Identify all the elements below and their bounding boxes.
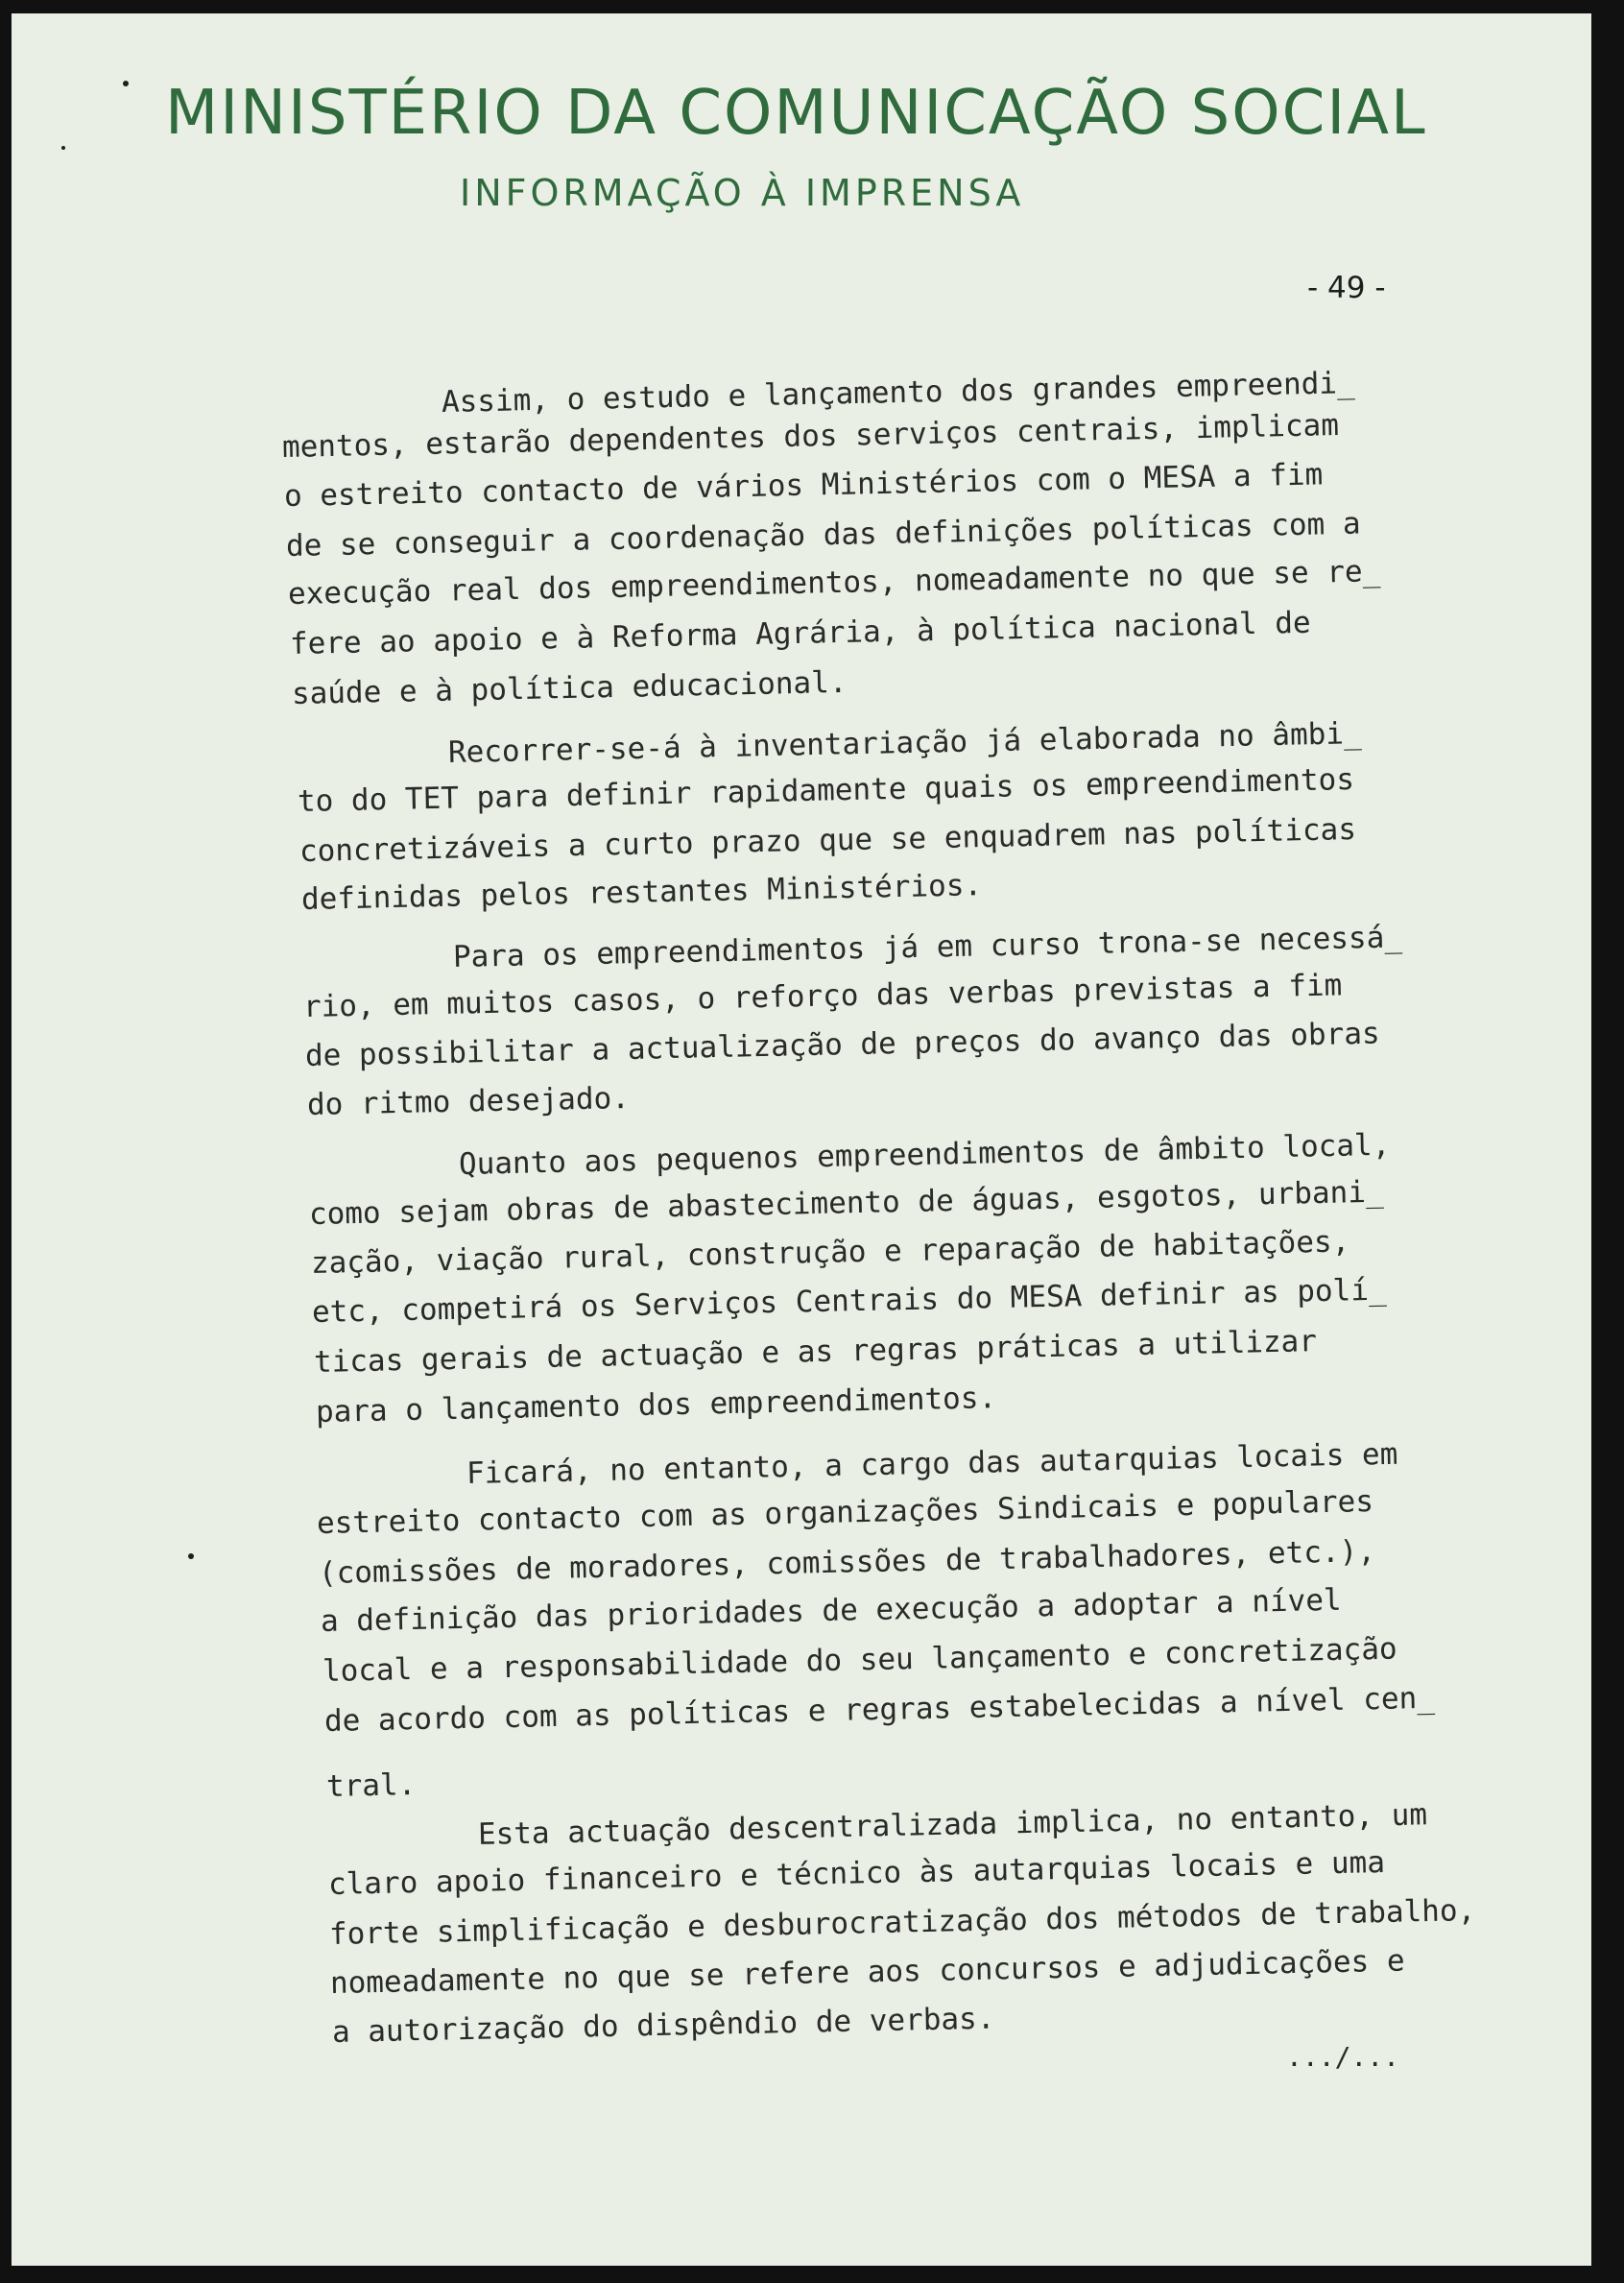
text-line: saúde e à política educacional. xyxy=(291,664,848,711)
body-text xyxy=(12,13,1591,2266)
text-line: o estreito contacto de vários Ministérios com o MESA a fim xyxy=(283,457,1324,514)
page-mark xyxy=(188,1553,194,1559)
text-line: de acordo com as políticas e regras estabelecidas a nível cen_ xyxy=(323,1680,1436,1739)
text-line: forte simplificação e desburocratização dos métodos de trabalho, xyxy=(328,1892,1476,1952)
text-line: definidas pelos restantes Ministérios. xyxy=(300,868,983,917)
text-line: Ficará, no entanto, a cargo das autarquias locais em xyxy=(466,1436,1398,1491)
text-line: local e a responsabilidade do seu lançamento e concretização xyxy=(322,1631,1397,1689)
text-line: de se conseguir a coordenação das definições políticas com a xyxy=(285,506,1361,564)
letterhead-subtitle: INFORMAÇÃO À IMPRENSA xyxy=(460,172,1025,214)
text-line: nomeadamente no que se refere aos concursos e adjudicações e xyxy=(329,1943,1405,2001)
text-line: fere ao apoio e à Reforma Agrária, à política nacional de xyxy=(289,605,1311,661)
text-line: zação, viação rural, construção e reparação de habitações, xyxy=(310,1224,1350,1281)
text-line: a autorização do dispêndio de verbas. xyxy=(331,2001,995,2050)
text-line: ticas gerais de actuação e as regras práticas a utilizar xyxy=(313,1324,1318,1380)
text-line: Quanto aos pequenos empreendimentos de âmbito local, xyxy=(458,1127,1391,1182)
text-line: Esta actuação descentralizada implica, no entanto, um xyxy=(477,1797,1428,1852)
text-line: claro apoio financeiro e técnico às autarquias locais e uma xyxy=(327,1844,1386,1902)
text-line: para o lançamento dos empreendimentos. xyxy=(315,1381,997,1430)
text-line: concretizáveis a curto prazo que se enquadrem nas políticas xyxy=(299,811,1357,869)
text-line: Para os empreendimentos já em curso trona-se necessá_ xyxy=(452,920,1403,974)
text-line: como sejam obras de abastecimento de águas, esgotos, urbani_ xyxy=(308,1174,1384,1232)
text-line: do ritmo desejado. xyxy=(306,1080,631,1122)
text-line: a definição das prioridades de execução a adoptar a nível xyxy=(320,1582,1342,1639)
text-line: rio, em muitos casos, o reforço das verbas previstas a fim xyxy=(302,968,1343,1024)
letterhead-title: MINISTÉRIO DA COMUNICAÇÃO SOCIAL xyxy=(165,78,1427,149)
text-line: to do TET para definir rapidamente quais os empreendimentos xyxy=(297,761,1355,819)
text-line: estreito contacto com as organizações Sindicais e populares xyxy=(316,1483,1374,1541)
continuation-mark: .../... xyxy=(1286,2041,1400,2073)
page-number: - 49 - xyxy=(1307,271,1386,305)
page-mark xyxy=(61,146,65,150)
text-line: Recorrer-se-á à inventariação já elaborada no âmbi_ xyxy=(447,716,1363,770)
text-line: Assim, o estudo e lançamento dos grandes empreendi_ xyxy=(441,366,1356,420)
text-line: de possibilitar a actualização de preços do avanço das obras xyxy=(304,1016,1380,1073)
document-page xyxy=(12,13,1591,2266)
text-line: etc, competirá os Serviços Centrais do MESA definir as polí_ xyxy=(311,1272,1387,1330)
text-line: tral. xyxy=(325,1767,417,1804)
text-line: execução real dos empreendimentos, nomeadamente no que se re_ xyxy=(287,554,1381,612)
text-line: (comissões de moradores, comissões de trabalhadores, etc.), xyxy=(318,1533,1376,1591)
text-line: mentos, estarão dependentes dos serviços centrais, implicam xyxy=(281,407,1340,465)
page-mark xyxy=(123,81,129,86)
